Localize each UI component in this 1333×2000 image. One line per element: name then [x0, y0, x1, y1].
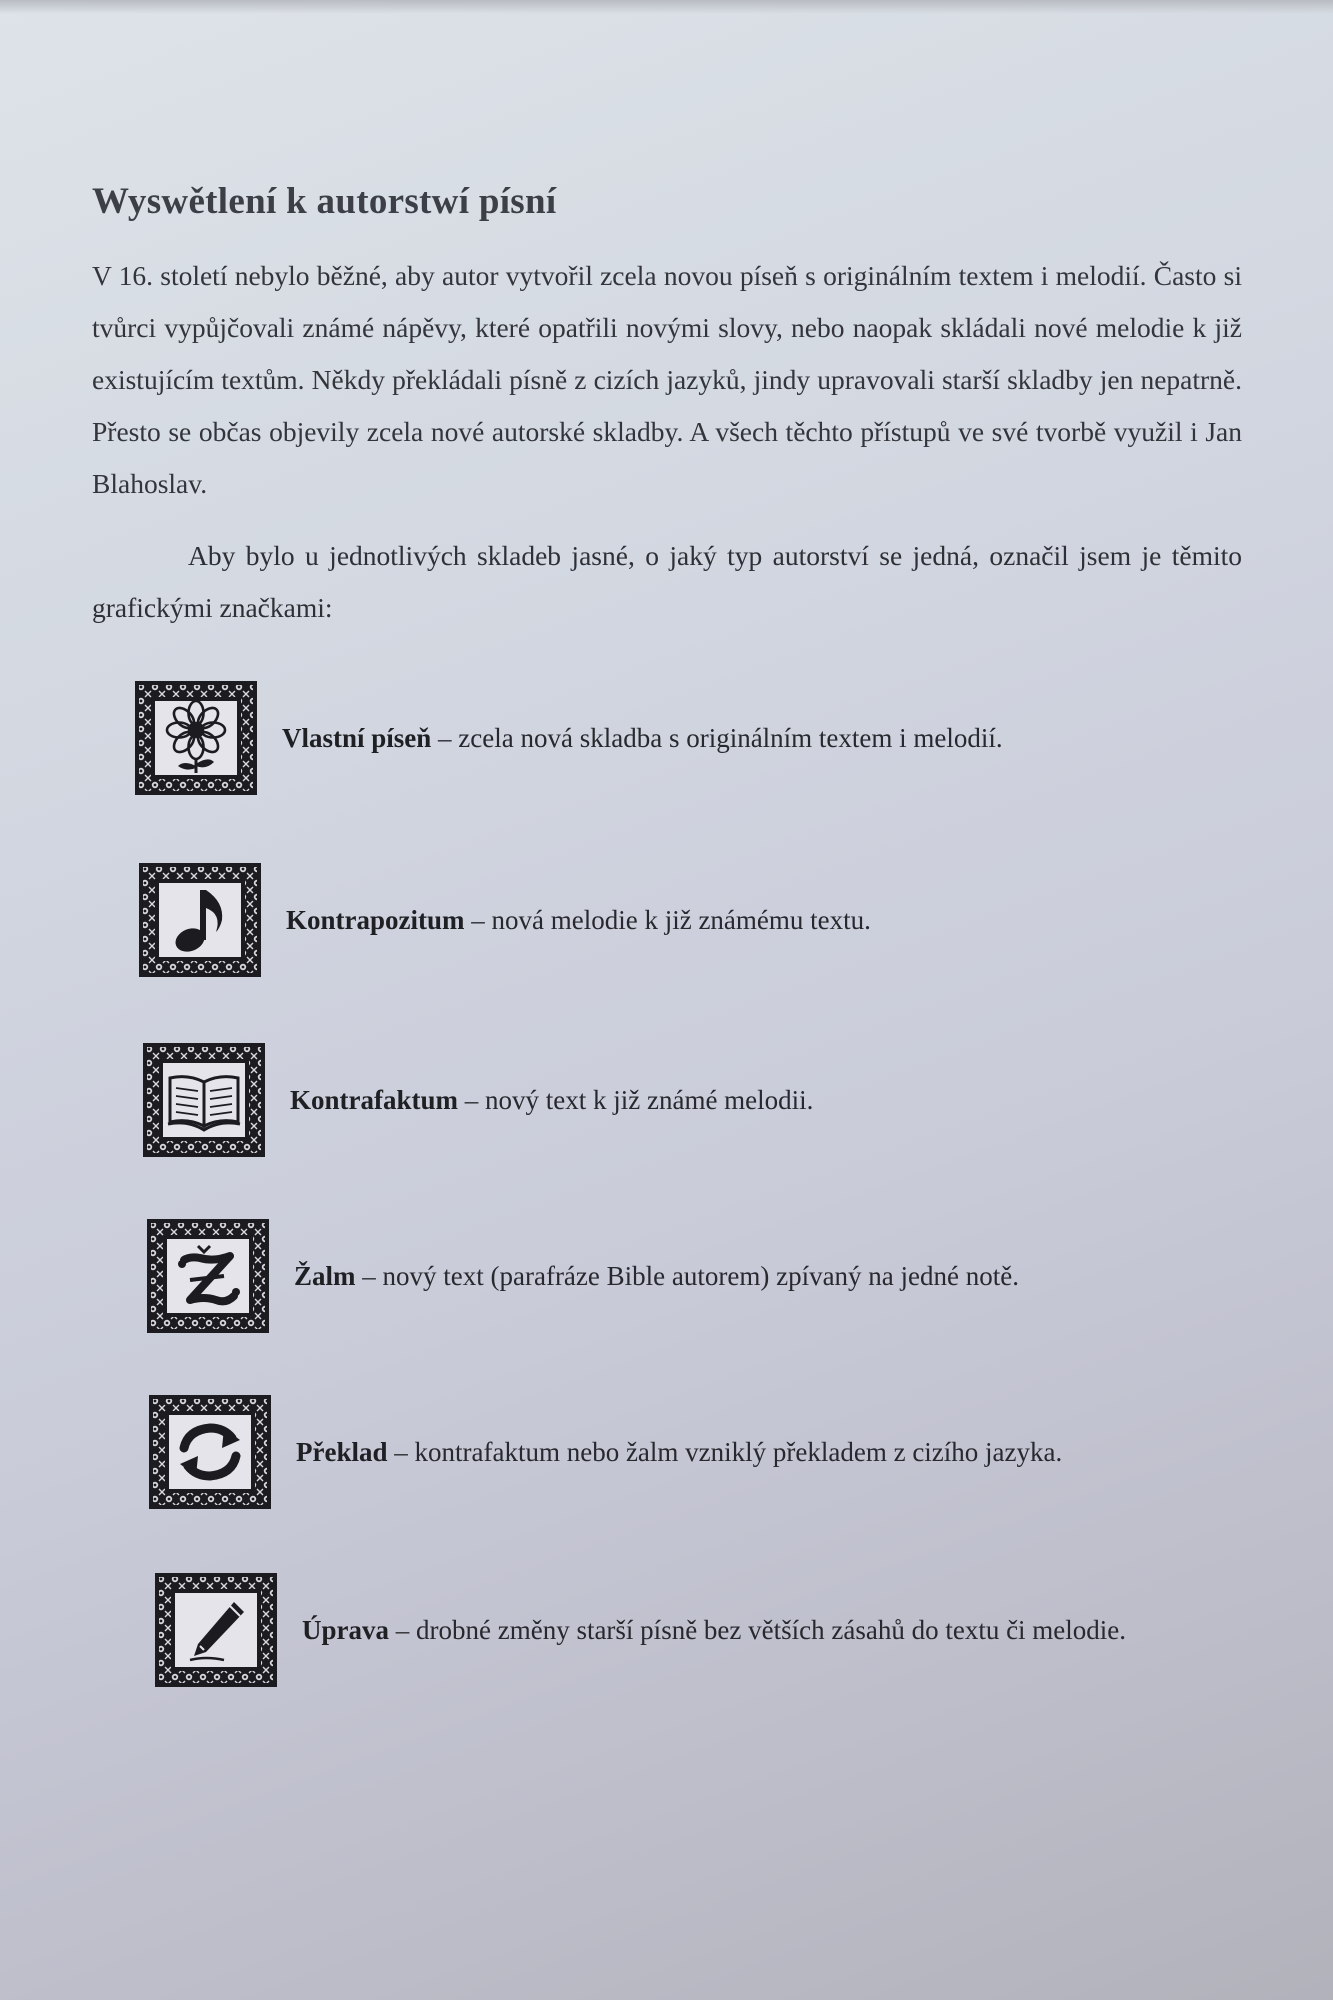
legend-term: Kontrapozitum: [286, 904, 465, 935]
legend-term: Úprava: [302, 1614, 389, 1645]
legend-term: Kontrafaktum: [290, 1084, 458, 1115]
legend-text-preklad: [296, 1437, 1062, 1468]
quill-pen-icon: [154, 1572, 278, 1688]
legend-text-kontrapozitum: [286, 905, 871, 936]
legend-term: Překlad: [296, 1436, 388, 1467]
music-note-icon: [138, 862, 262, 978]
flower-icon: [134, 680, 258, 796]
cycle-arrows-icon: [148, 1394, 272, 1510]
legend-item-kontrafaktum: [142, 1042, 813, 1158]
legend-text-zalm: [294, 1261, 1019, 1292]
legend-item-preklad: [148, 1394, 1062, 1510]
open-book-icon: [142, 1042, 266, 1158]
legend-term: Vlastní píseň: [282, 722, 432, 753]
legend-text-vlastni-pisen: [282, 723, 1003, 754]
intro-paragraph: V 16. století nebylo běžné, aby autor vytvořil zcela novou píseň s originálním textem i melodií. Často si tvůrci vypůjčovali známé nápěvy, které opatřili novými slovy, nebo naopak skládali nové melodie k již existujícím textům. Někdy překládali písně z cizích jazyků, jindy upravovali starší skladby jen nepatrně. Přesto se občas objevily zcela nové autorské skladby. A všech těchto přístupů ve své tvorbě využil i Jan Blahoslav.: [92, 260, 1242, 499]
legend-term: Žalm: [294, 1260, 356, 1291]
legend-text-kontrafaktum: [290, 1085, 813, 1116]
legend-description: – drobné změny starší písně bez větších zásahů do textu či melodie.: [389, 1614, 1127, 1645]
letter-z-icon: [146, 1218, 270, 1334]
page-edge-shadow: [0, 0, 1333, 14]
legend-item-kontrapozitum: [138, 862, 871, 978]
legend-item-zalm: [146, 1218, 1019, 1334]
legend-description: – kontrafaktum nebo žalm vzniklý překladem z cizího jazyka.: [387, 1436, 1063, 1467]
legend-description: – nová melodie k již známému textu.: [464, 904, 871, 935]
legend-item-uprava: [154, 1572, 1126, 1688]
legend-text-uprava: [302, 1615, 1126, 1646]
legend-intro-paragraph: Aby bylo u jednotlivých skladeb jasné, o jaký typ autorství se jedná, označil jsem je těmito grafickými značkami:: [92, 540, 1242, 623]
legend-item-vlastni-pisen: [134, 680, 1003, 796]
legend-description: – nový text (parafráze Bible autorem) zpívaný na jedné notě.: [355, 1260, 1019, 1291]
legend-description: – zcela nová skladba s originálním textem i melodií.: [431, 722, 1003, 753]
page-title: Wyswětlení k autorstwí písní: [92, 181, 557, 222]
legend-description: – nový text k již známé melodii.: [458, 1084, 814, 1115]
